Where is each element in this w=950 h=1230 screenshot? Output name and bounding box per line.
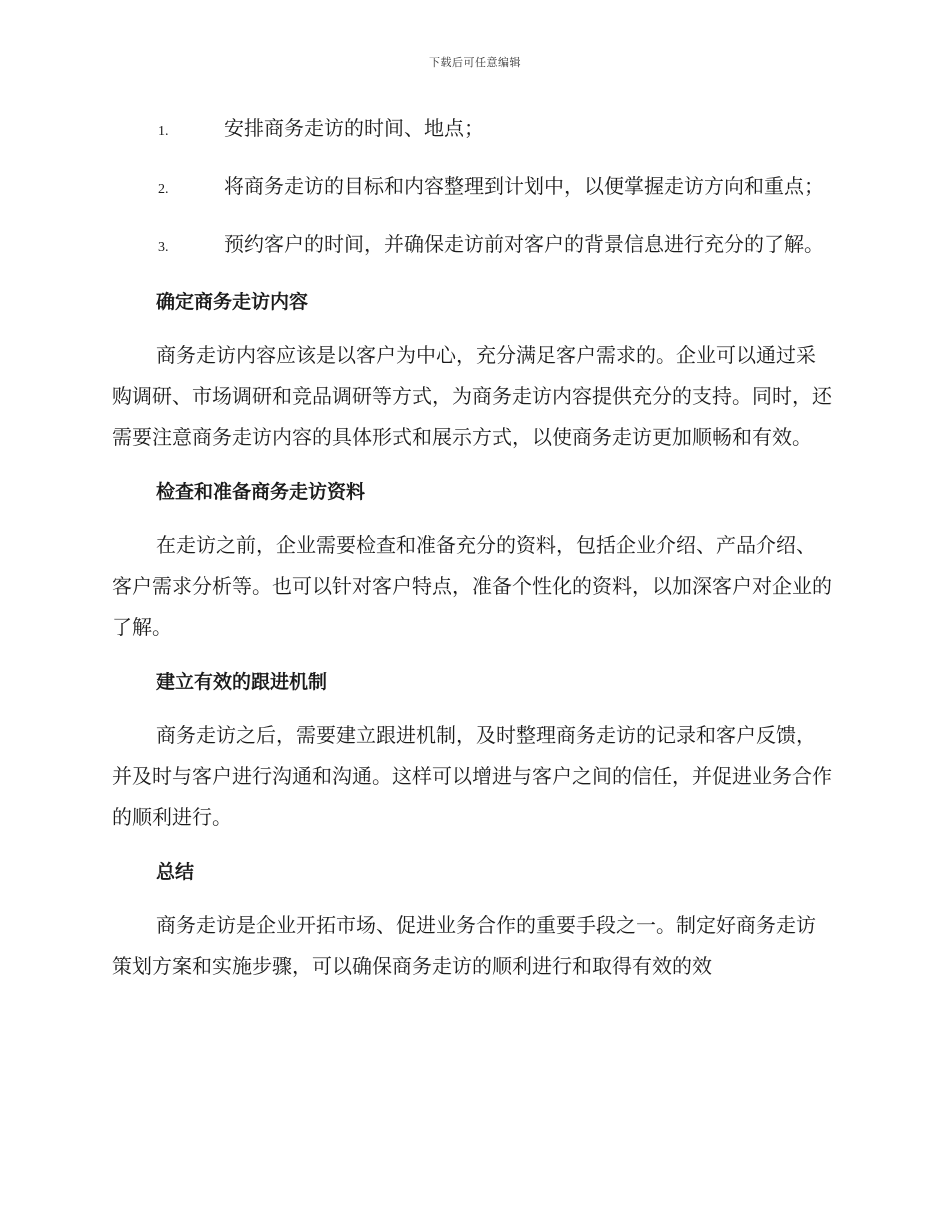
list-text: 将商务走访的目标和内容整理到计划中，以便掌握走访方向和重点；: [224, 174, 824, 198]
list-number: 2.: [158, 182, 169, 197]
document-body: [112, 108, 834, 1001]
list-text: 预约客户的时间，并确保走访前对客户的背景信息进行充分的了解。: [224, 232, 824, 256]
list-number: 1.: [158, 124, 169, 139]
section-paragraph: 商务走访之后，需要建立跟进机制，及时整理商务走访的记录和客户反馈，并及时与客户进行沟通和沟通。这样可以增进与客户之间的信任，并促进业务合作的顺利进行。: [112, 723, 832, 829]
section-heading: 总结: [156, 861, 195, 883]
list-number: 3.: [158, 240, 169, 255]
section-paragraph: 商务走访是企业开拓市场、促进业务合作的重要手段之一。制定好商务走访策划方案和实施步骤，可以确保商务走访的顺利进行和取得有效的效: [112, 913, 816, 978]
section-heading: 检查和准备商务走访资料: [156, 481, 366, 503]
section-paragraph: 在走访之前，企业需要检查和准备充分的资料，包括企业介绍、产品介绍、客户需求分析等。也可以针对客户特点，准备个性化的资料，以加深客户对企业的了解。: [112, 533, 832, 639]
list-text: 安排商务走访的时间、地点；: [224, 116, 484, 140]
section-heading: 建立有效的跟进机制: [156, 671, 328, 693]
section-heading: 确定商务走访内容: [156, 291, 309, 313]
header-note: 下载后可任意编辑: [429, 56, 521, 69]
list-item: [112, 166, 834, 210]
list-item: [112, 224, 834, 268]
list-item: [112, 108, 834, 152]
section-paragraph: 商务走访内容应该是以客户为中心，充分满足客户需求的。企业可以通过采购调研、市场调研和竞品调研等方式，为商务走访内容提供充分的支持。同时，还需要注意商务走访内容的具体形式和展示方式，以使商务走访更加顺畅和有效。: [112, 343, 832, 449]
